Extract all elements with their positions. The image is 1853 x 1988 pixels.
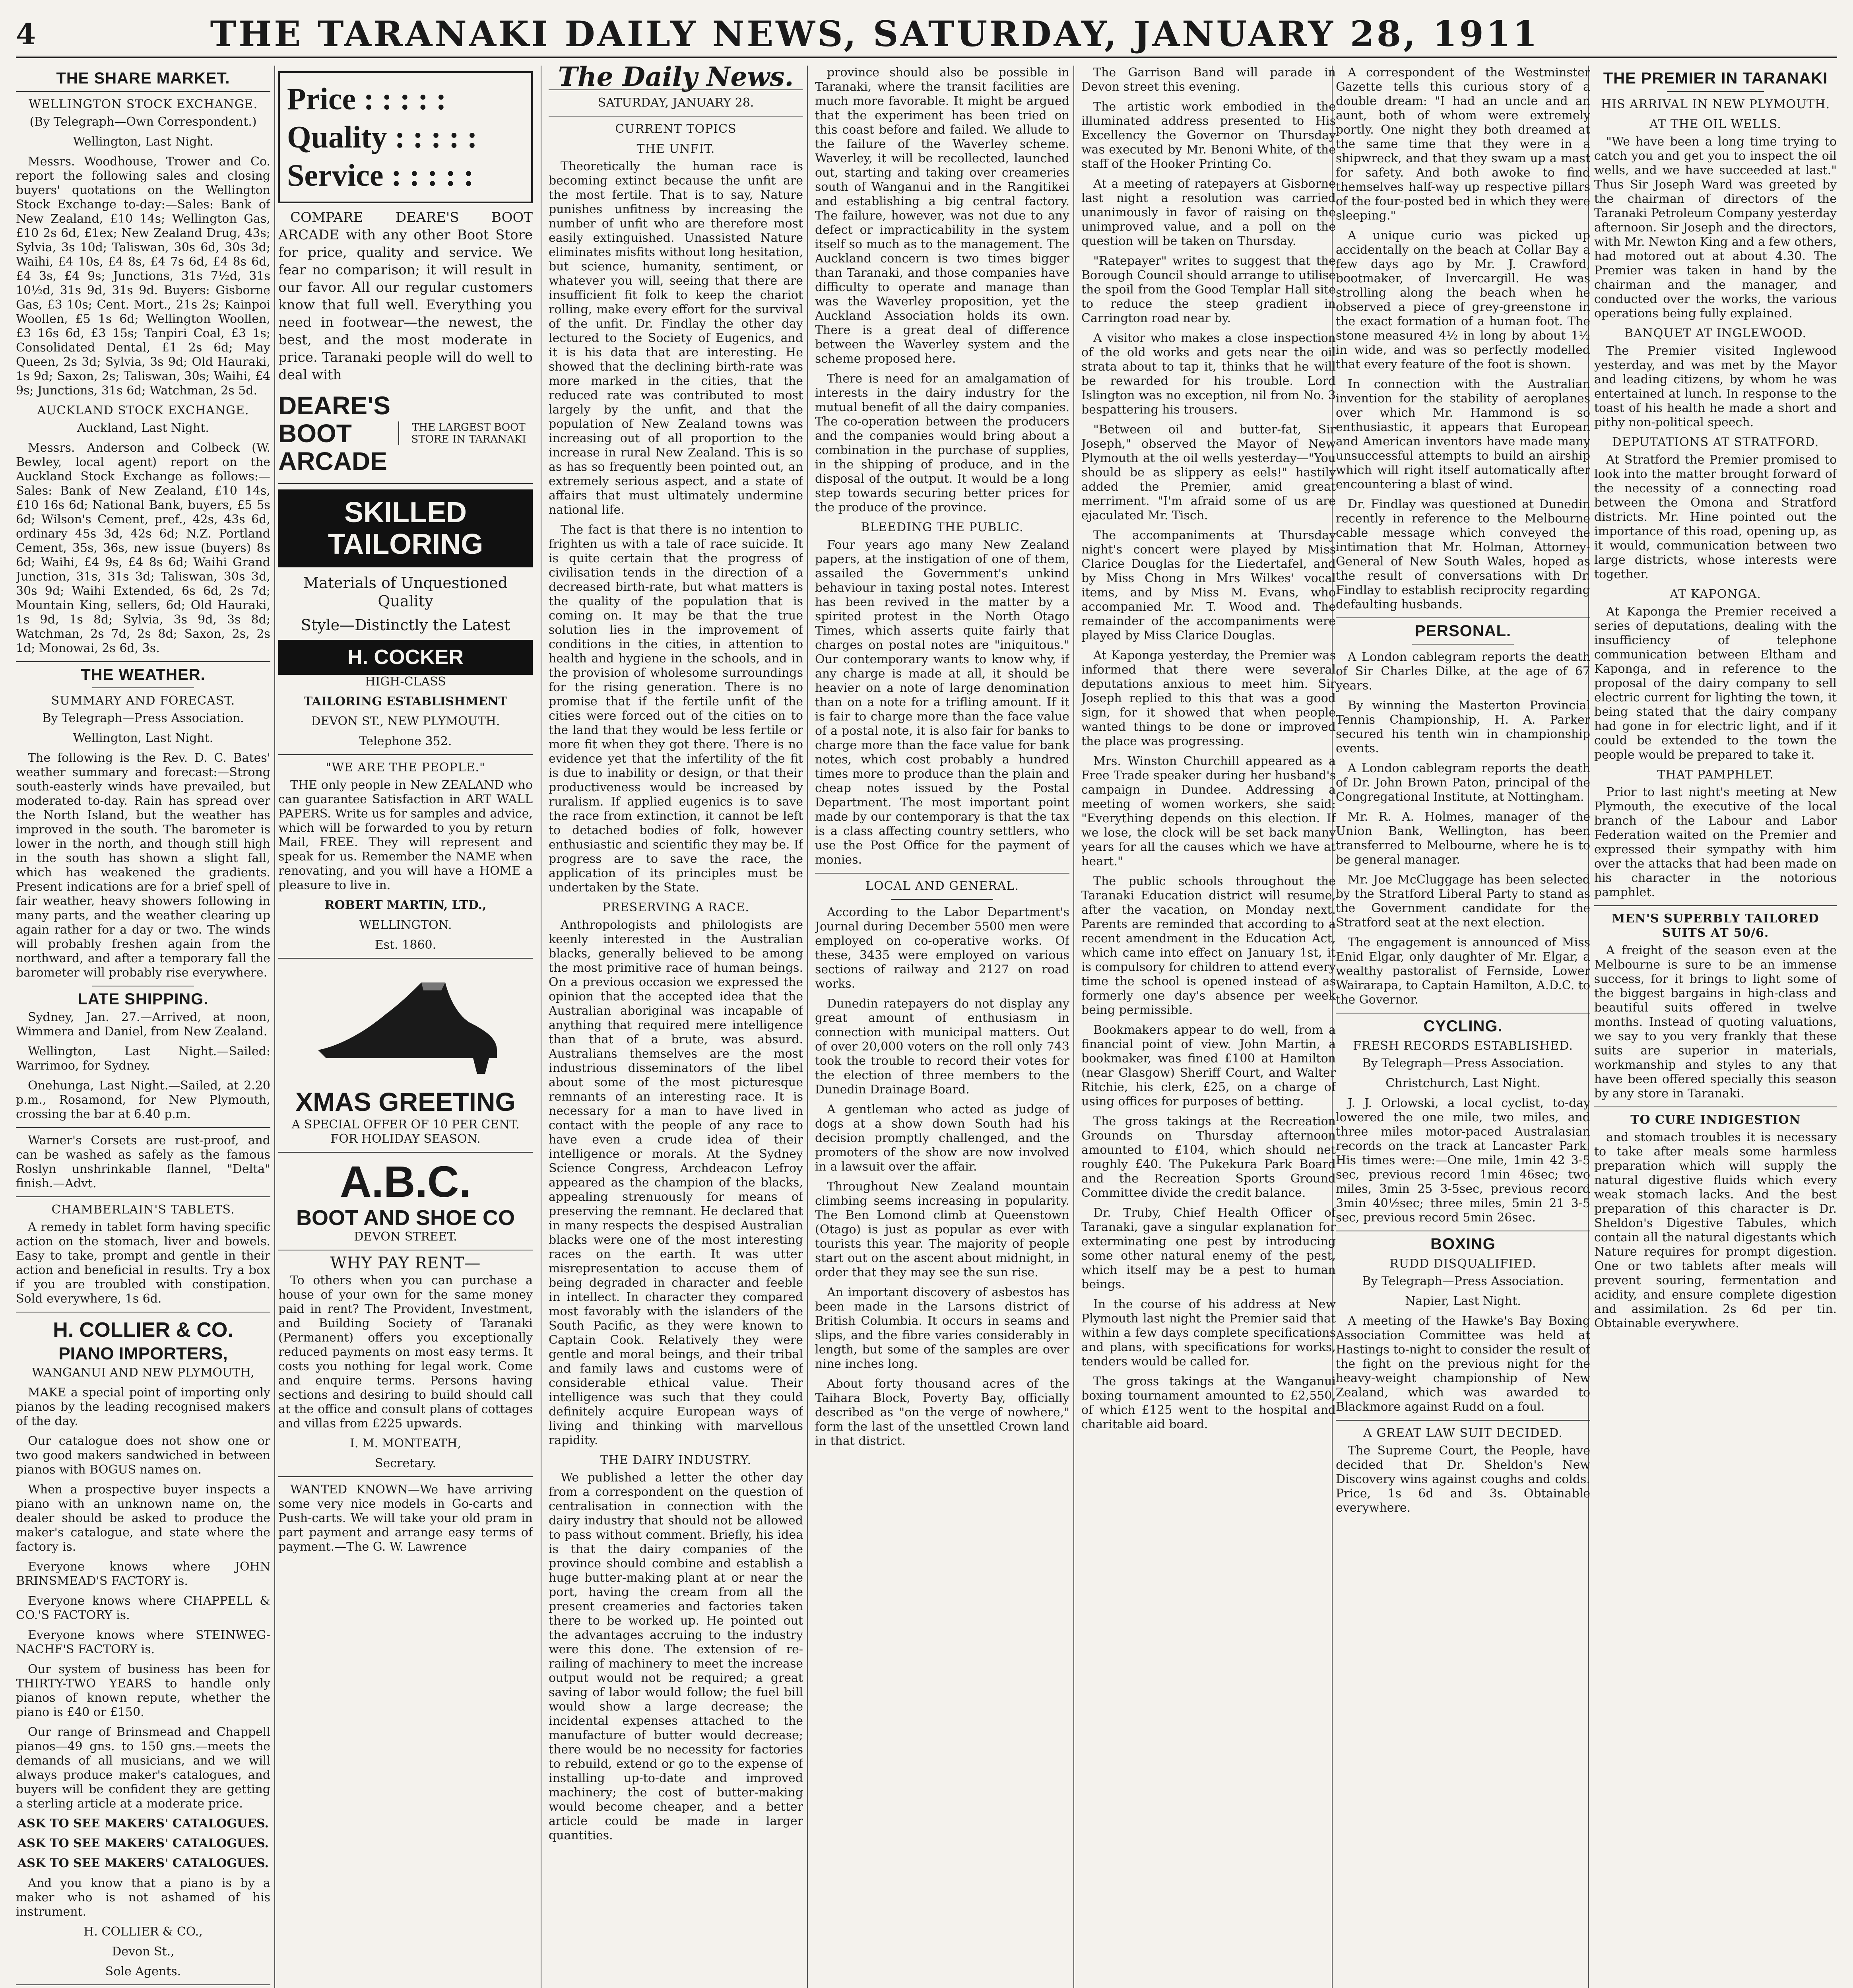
skilled-word: SKILLED bbox=[344, 497, 467, 528]
divider bbox=[891, 899, 993, 900]
divider bbox=[16, 661, 270, 662]
cocker-class: HIGH-CLASS bbox=[365, 675, 446, 689]
personal-item: A London cablegram reports the death of Dr. John Brown Paton, principal of the Congregational Institute, at Nottingham. bbox=[1336, 761, 1590, 804]
shoe-collar bbox=[421, 982, 445, 990]
boxing-heading: BOXING bbox=[1430, 1235, 1496, 1253]
divider bbox=[1336, 617, 1590, 618]
martin-established: Est. 1860. bbox=[374, 938, 437, 952]
local-item: Mrs. Winston Churchill appeared as a Free Trade speaker during her husband's campaign in Dundee. Addressing a meeting of women workers, she said: "Everything depends on this election. If we lose, the clock will be set back many years for all the causes which we have at heart." bbox=[1081, 754, 1336, 868]
pamphlet-heading: THAT PAMPHLET. bbox=[1657, 768, 1774, 782]
dateline: Wellington, Last Night. bbox=[73, 731, 213, 745]
masthead bbox=[16, 12, 1837, 58]
collier-text: MAKE a special point of importing only pianos by the leading recognised makers of the day. bbox=[16, 1386, 270, 1428]
dateline: Auckland, Last Night. bbox=[77, 421, 209, 435]
rent-heading: WHY PAY RENT— bbox=[330, 1254, 481, 1272]
unfit-heading: THE UNFIT. bbox=[636, 142, 715, 156]
column-7 bbox=[1594, 66, 1837, 1988]
xmas-offer: A SPECIAL OFFER OF 10 PER CENT. FOR HOLIDAY SEASON. bbox=[291, 1118, 520, 1146]
local-item: At a meeting of ratepayers at Gisborne last night a resolution was carried unanimously in favor of raising on the unimproved value, and a poll on the question will be taken on Thursday. bbox=[1081, 177, 1336, 248]
dateline: Wellington, Last Night. bbox=[73, 135, 213, 149]
share-market-heading: THE SHARE MARKET. bbox=[56, 70, 230, 87]
auckland-report: Messrs. Anderson and Colbeck (W. Bewley, local agent) report on the Auckland Stock Exchange as follows:—Sales: Bank of New Zealand, £10 14s, £10 16s 6d; National Bank, buyers, £5 5s 6d; Wilson's Cement, pref., 42s, 43s 6d, ordinary 45s 3d, 42s 6d; N.Z. Portland Cement, 35s, 36s, new issue (buyers) 8s 6d; Waihi, £4 9s, £4 8s 6d; Waihi Grand Junction, 31s, 31s 3d; Taliswan, 30s 3d, 30s 9d; Waihi Extended, 6s 6d, 2s 7d; Mountain King, sellers, 6d; Old Hauraki, 1s 9d, 1s 8d; Sylvia, 3s 9d, 3s 8d; Watchman, 2s 7d, 2s 8d; Saxon, 2s, 2s 1d; Monowai, 2s 6d, 3s. bbox=[16, 441, 270, 655]
byline: By Telegraph—Press Association. bbox=[1362, 1056, 1564, 1070]
collier-text: And you know that a piano is by a maker who is not ashamed of his instrument. bbox=[16, 1876, 270, 1919]
column-rule bbox=[807, 66, 808, 1988]
dateline: Christchurch, Last Night. bbox=[1385, 1076, 1541, 1090]
price-word: Price bbox=[287, 82, 356, 116]
shipping-item: Wellington, Last Night.—Sailed: Warrimoo, for Sydney. bbox=[16, 1044, 270, 1073]
bleeding-heading: BLEEDING THE PUBLIC. bbox=[861, 520, 1024, 534]
price-quality-advert bbox=[278, 71, 533, 203]
column-rule bbox=[274, 66, 275, 1988]
divider bbox=[1336, 1420, 1590, 1421]
local-item: A correspondent of the Westminster Gazette tells this curious story of a double dream: "I had an uncle and an aunt, both of whom were extremely portly. One night they both dreamed at the same time that they were in a shipwreck, and that they swam up a mast for safety. And both awoke to find themselves half-way up respective pillars of the four-posted bed in which they were sleeping." bbox=[1336, 66, 1590, 223]
local-item: Dr. Truby, Chief Health Officer of Taranaki, gave a singular explanation for exterminating one pest by introducing some other natural enemy of the pest, which itself may be a pest to human beings. bbox=[1081, 1206, 1336, 1291]
boxing-text: A meeting of the Hawke's Bay Boxing Association Committee was held at Hastings to-night to consider the result of the fight on the previous night for the heavy-weight championship of New Zealand, which was awarded to Blackmore against Rudd on a foul. bbox=[1336, 1314, 1590, 1414]
preserving-text: Anthropologists and philologists are keenly interested in the Australian blacks, generally believed to be among the most primitive race of human beings. On a previous occasion we expressed the opinion that the accepted idea that the Australian aboriginal was incapable of anything that required mere intelligence than that of a brute, was absurd. Australians themselves are the most industrious disseminators of the libel about some of the most picturesque remnants of an interesting race. It is necessary for a man to have lived in contact with the people of any race to have even a crude idea of their intelligence or morals. At the Sydney Science Congress, Archdeacon Lefroy appeared as the champion of the blacks, appealing strenuously for means of preserving the remnant. He declared that in many respects the despised Australian blacks were one of the most interesting races on the earth. It was utter misrepresentation to accuse them of being degraded in character and feeble in intellect. In character they compared most favorably with the islanders of the South Pacific, as they were known to Captain Cook. Relatively they were gentle and moral beings, and their tribal and family laws and customs were of considerable ethical value. Their intelligence was such that they could definitely acquire European ways of living and thinking with marvellous rapidity. bbox=[549, 918, 803, 1447]
local-item: At Kaponga yesterday, the Premier was informed that there were several deputations anxious to meet him. Sir Joseph replied to this that was a good sign, for it showed that when people wanted things to be done or improved the place was progressing. bbox=[1081, 648, 1336, 748]
dateline: Napier, Last Night. bbox=[1405, 1294, 1521, 1308]
shipping-item: Onehunga, Last Night.—Sailed, at 2.20 p.m., Rosamond, for New Plymouth, crossing the bar at 6.40 p.m. bbox=[16, 1079, 270, 1121]
local-item: An important discovery of asbestos has been made in the Larsons district of British Columbia. It occurs in seams and slips, and the fibre varies considerably in length, but some of the samples are over nine inches long. bbox=[815, 1285, 1069, 1371]
byline: By Telegraph—Press Association. bbox=[1362, 1274, 1564, 1288]
dairy-continued: There is need for an amalgamation of interests in the dairy industry for the mutual benefit of all the dairy companies. The co-operation between the producers and the companies would bring about a combination in the purchase of supplies, in the shipping of produce, and in the disposal of the output. It would be a long step towards securing better prices for the produce of the province. bbox=[815, 372, 1069, 514]
banquet-heading: BANQUET AT INGLEWOOD. bbox=[1624, 326, 1807, 340]
cycling-heading: CYCLING. bbox=[1423, 1017, 1503, 1035]
xmas-heading: XMAS GREETING bbox=[295, 1087, 516, 1116]
service-row bbox=[287, 156, 524, 194]
wellington-exchange-heading: WELLINGTON STOCK EXCHANGE. bbox=[28, 97, 258, 111]
local-general-heading: LOCAL AND GENERAL. bbox=[865, 879, 1019, 893]
local-item: About forty thousand acres of the Taihara Block, Poverty Bay, officially described as "on the verge of nowhere," form the last of the unsettled Crown land in that district. bbox=[815, 1377, 1069, 1448]
stratford-heading: DEPUTATIONS AT STRATFORD. bbox=[1612, 435, 1819, 449]
boxing-subheading: RUDD DISQUALIFIED. bbox=[1389, 1257, 1537, 1271]
collier-signature: Devon St., bbox=[112, 1945, 175, 1959]
divider bbox=[1412, 644, 1514, 645]
weather-summary: The following is the Rev. D. C. Bates' weather summary and forecast:—Strong south-easterly winds have prevailed, but moderated to-day. Rain has spread over the North Island, but the weather has improved in the south. The barometer is lower in the north, and though still high in the south has shown a slight fall, which has weakened the gradients. Present indications are for a brief spell of fair weather, heavy showers following in many parts, and the weather clearing up again rather for a day or two. The winds will probably freshen again from the northward, and after a temporary fall the barometer will probably rise everywhere. bbox=[16, 751, 270, 980]
oil-wells-text: "We have been a long time trying to catch you and get you to inspect the oil wells, and we have succeeded at last." Thus Sir Joseph Ward was greeted by the chairman of directors of the Taranaki Petroleum Company yesterday afternoon. Sir Joseph and the directors, with Mr. Newton King and a few others, had motored out at about 4.30. The Premier was taken in hand by the chairman and the manager, and conducted over the works, the various operations being fully explained. bbox=[1594, 135, 1837, 320]
rent-text: To others when you can purchase a house of your own for the same money paid in rent? The Provident, Investment, and Building Society of Taranaki (Permanent) offers you exceptionally reduced payments on most easy terms. It costs you nothing for legal work. Come and enquire terms. Persons having sections and desiring to build should call at the office and consult plans of cottages and villas from £225 upwards. bbox=[278, 1274, 533, 1431]
quality-row bbox=[287, 118, 524, 156]
editorial-date: SATURDAY, JANUARY 28. bbox=[598, 96, 754, 110]
divider bbox=[16, 1196, 270, 1197]
collier-ask: ASK TO SEE MAKERS' CATALOGUES. bbox=[17, 1856, 269, 1870]
dairy-heading: THE DAIRY INDUSTRY. bbox=[600, 1453, 752, 1467]
local-item: Bookmakers appear to do well, from a financial point of view. John Martin, a bookmaker, was fined £100 at Hamilton (near Glasgow) Sheriff Court, and Walter Ritchie, his clerk, £25, on a charge of using offices for purposes of betting. bbox=[1081, 1023, 1336, 1109]
quality-word: Quality bbox=[287, 120, 387, 154]
personal-item: By winning the Masterton Provincial Tennis Championship, H. A. Parker secured his tenth win in championship events. bbox=[1336, 699, 1590, 755]
divider bbox=[16, 1127, 270, 1128]
weather-heading: THE WEATHER. bbox=[81, 666, 206, 683]
divider bbox=[1594, 905, 1837, 906]
dot-leader: : : : : : bbox=[363, 82, 446, 116]
skilled-banner bbox=[278, 489, 533, 567]
divider bbox=[16, 91, 270, 92]
column-1 bbox=[16, 66, 270, 1988]
rent-signature: I. M. MONTEATH, bbox=[350, 1437, 461, 1450]
pamphlet-text: Prior to last night's meeting at New Plymouth, the executive of the local branch of the Labour and Labor Federation waited on the Premier and expressed their sympathy with him over the attacks that had been made on his character in the notorious pamphlet. bbox=[1594, 785, 1837, 899]
tablets-advert: A remedy in tablet form having specific action on the stomach, liver and bowels. Easy to take, prompt and gentle in their action and beneficial in results. Try a box if you are troubled with constipation. Sold everywhere, 1s 6d. bbox=[16, 1220, 270, 1306]
unfit-text: Theoretically the human race is becoming extinct because the unfit are the most fertile. That is to say, Nature punishes unfitness by increasing the number of unfit who are therefore most easily extinguished. Unassisted Nature eliminates misfits without long hesitation, but science, humanity, sentiment, or whatever you will, seeing that there are insufficient fit folk to keep the chariot rolling, make every effort for the survival of the unfit. Dr. Findlay the other day lectured to the Society of Eugenics, and it is his data that are interesting. He showed that the declining birth-rate was more marked in the cities, that the reduced rate was contributed to most largely by the unfit, and that the population of New Zealand towns was increasing out of all proportion to the increase in rural New Zealand. This is so as has so frequently been pointed out, an extremely serious aspect, and a state of affairs that must ultimately undermine national life. bbox=[549, 159, 803, 517]
personal-heading: PERSONAL. bbox=[1414, 622, 1512, 640]
rent-signature: Secretary. bbox=[375, 1456, 436, 1470]
personal-item: The engagement is announced of Miss Enid Elgar, only daughter of Mr. Elgar, a wealthy pastoralist of Fernside, Lower Wairarapa, to Captain Hamilton, A.D.C. to the Governor. bbox=[1336, 936, 1590, 1007]
column-3 bbox=[549, 66, 803, 1988]
local-item: The gross takings at the Recreation Grounds on Thursday afternoon amounted to £104, which should net roughly £40. The Pukekura Park Board and the Recreation Sports Ground Committee divide the credit balance. bbox=[1081, 1114, 1336, 1200]
deares-word: DEARE'S bbox=[278, 391, 390, 420]
column-4 bbox=[815, 66, 1069, 1988]
suits-text: A freight of the season even at the Melbourne is sure to be an immense success, for it brings to light some of the biggest bargains in high-class and beautiful suits offered in twelve months. Instead of quoting valuations, we say to you very frankly that these suits are superior in materials, workmanship and styles to any that have been offered specially this season by any store in Taranaki. bbox=[1594, 944, 1837, 1101]
column-2 bbox=[278, 66, 533, 1988]
abc-logo: A.B.C. bbox=[340, 1157, 471, 1206]
divider bbox=[278, 1476, 533, 1477]
dairy-continued: province should also be possible in Taranaki, where the transit facilities are much more favorable. It might be argued that the experiment has been tried on this coast before and failed. We allude to the failure of the Waverley scheme. Waverley, it will be recollected, launched out, starting and taking over creameries south of Wanganui and in the Rangitikei and establishing a big central factory. The failure, however, was not due to any defect or impracticability in the system itself so much as to the management. The Auckland concern is two times bigger than Taranaki, and those companies have difficulty to operate and manage than was the Waverley proposition, yet the Auckland Association holds its own. There is a great deal of difference between the Waverley system and the scheme proposed here. bbox=[815, 66, 1069, 366]
compare-text: COMPARE DEARE'S BOOT ARCADE with any other Boot Store for price, quality and service. We fear no comparison; it will result in our favor. All our regular customers know that full well. Everything you need in footwear—the newest, the best, and the most moderate in price. Taranaki people will do well to deal with bbox=[278, 210, 533, 383]
byline: (By Telegraph—Own Correspondent.) bbox=[29, 115, 257, 129]
abc-company: BOOT AND SHOE CO bbox=[296, 1206, 515, 1230]
service-word: Service bbox=[287, 158, 384, 192]
dot-leader: : : : : : bbox=[394, 120, 477, 154]
collier-text: When a prospective buyer inspects a piano with an unknown name on, the dealer should be asked to produce the maker's catalogue, and state where the factory is. bbox=[16, 1483, 270, 1554]
skilled-subtitle: Materials of Unquestioned Quality bbox=[303, 574, 508, 610]
kaponga-heading: AT KAPONGA. bbox=[1670, 587, 1761, 601]
local-item: "Between oil and butter-fat, Sir Joseph," observed the Mayor of New Plymouth at the oil wells yesterday—"You should be as slippery as eels!" hastily added the Premier, amid great merriment. "I'm afraid some of us are ejaculated Mr. Tisch. bbox=[1081, 423, 1336, 522]
newspaper-title: THE TARANAKI DAILY NEWS, SATURDAY, JANUARY 28, 1911 bbox=[210, 13, 1540, 54]
shoe-illustration bbox=[302, 967, 509, 1078]
cocker-establishment: TAILORING ESTABLISHMENT bbox=[303, 695, 508, 709]
collier-text: Our system of business has been for THIRTY-TWO YEARS to handle only pianos of known repute, whether the piano is £40 or £150. bbox=[16, 1662, 270, 1719]
cocker-banner bbox=[278, 640, 533, 675]
divider bbox=[815, 873, 1069, 874]
boot-word: BOOT bbox=[278, 419, 352, 448]
bleeding-text: Four years ago many New Zealand papers, at the instigation of one of them, assailed the Government's unkind behaviour in taxing postal notes. Interest has been revived in the matter by a spirited protest in the North Otago Times, which asserts quite fairly that charges on postal notes are "iniquitous." Our contemporary wants to know why, if any charge is made at all, it should be heavier on a note of large denomination than on a note for a trifling amount. If it is fair to charge more than the face value of a postal note, it is also fair for banks to charge more than the face value for bank notes, which cost probably a hundred times more to produce than the plain and cheap notes issued by the Postal Department. The most important point made by our contemporary is that the tax is a class affecting country settlers, who use the Post Office for the payment of monies. bbox=[815, 538, 1069, 867]
local-item: Dunedin ratepayers do not display any great amount of enthusiasm in connection with municipal matters. Out of over 20,000 voters on the roll only 743 took the trouble to record their votes for the election of three members to the Dunedin Drainage Board. bbox=[815, 997, 1069, 1097]
oil-wells-heading: AT THE OIL WELLS. bbox=[1649, 117, 1781, 131]
personal-item: Mr. Joe McCluggage has been selected by the Stratford Liberal Party to stand as the Government candidate for the Stratford seat at the next election. bbox=[1336, 873, 1590, 930]
collier-towns: WANGANUI AND NEW PLYMOUTH, bbox=[31, 1366, 255, 1380]
lawsuit-text: The Supreme Court, the People, have decided that Dr. Sheldon's New Discovery wins against coughs and colds. Price, 1s 6d and 3s. Obtainable everywhere. bbox=[1336, 1444, 1590, 1515]
personal-item: A London cablegram reports the death of Sir Charles Dilke, at the age of 67 years. bbox=[1336, 650, 1590, 693]
shoe-body bbox=[318, 982, 497, 1058]
current-topics-heading: CURRENT TOPICS bbox=[615, 122, 737, 136]
premier-heading: THE PREMIER IN TARANAKI bbox=[1603, 70, 1828, 87]
collier-text: Our catalogue does not show one or two good makers sandwiched in between pianos with BOGUS names on. bbox=[16, 1434, 270, 1477]
preserving-heading: PRESERVING A RACE. bbox=[602, 901, 749, 914]
kaponga-text: At Kaponga the Premier received a series of deputations, dealing with the insufficiency of telephone communication between Eltham and Kaponga, and in reference to the proposal of the dairy company to sell electric current for lighting the town, it being stated that the dairy company had gone in for electric light, and if it could be extended to the town the people would be prepared to take it. bbox=[1594, 605, 1837, 762]
local-item: "Ratepayer" writes to suggest that the Borough Council should arrange to utilise the spoil from the Good Templar Hall site to reduce the steep gradient in Carrington road near by. bbox=[1081, 254, 1336, 325]
collier-ask: ASK TO SEE MAKERS' CATALOGUES. bbox=[17, 1837, 269, 1850]
local-item: The Garrison Band will parade in Devon street this evening. bbox=[1081, 66, 1336, 94]
collier-signature: H. COLLIER & CO., bbox=[83, 1925, 203, 1939]
shoe-heel bbox=[473, 1058, 489, 1074]
daily-news-logo: The Daily News. bbox=[558, 66, 794, 92]
lawsuit-heading: A GREAT LAW SUIT DECIDED. bbox=[1363, 1426, 1563, 1440]
banquet-text: The Premier visited Inglewood yesterday, and was met by the Mayor and leading citizens, by whom he was entertained at lunch. In response to the toast of his health he made a short and pithy non-political speech. bbox=[1594, 344, 1837, 429]
column-rule bbox=[1073, 66, 1074, 1988]
local-item: A gentleman who acted as judge of dogs at a show down South had his decision promptly challenged, and the promoters of the show are now involved in a lawsuit over the affair. bbox=[815, 1103, 1069, 1174]
local-item: The public schools throughout the Taranaki Education district will resume, after the vacation, on Monday next. Parents are reminded that according to a recent amendment in the Education Act, which came into effect on January 1st, it is compulsory for children to attend every time the school is opened instead of as formerly one day's absence per week being permissible. bbox=[1081, 874, 1336, 1017]
local-item: Dr. Findlay was questioned at Dunedin recently in reference to the Melbourne cable message which conveyed the intimation that Mr. Holman, Attorney-General of New South Wales, hoped as the result of conversations with Dr. Findlay to establish reciprocity regarding defaulting husbands. bbox=[1336, 497, 1590, 612]
unfit-text: The fact is that there is no intention to frighten us with a tale of race suicide. It is quite certain that the progress of civilisation tends in the direction of a decreased birth-rate, but what matters is the quality of the population that is coming on. It may be that the true solution lies in the improvement of conditions in the cities, in attention to health and hygiene in the schools, and in the provision of wholesome surroundings for the rising generation. There is no promise that if the fertile unfit of the cities were forced out of the cities on to the land that they would be less fertile or more fit when they got there. There is no evidence yet that the infertility of the fit is due to inability or design, or that their productiveness would be increased by ruralism. If applied eugenics is to save the race from extinction, it cannot be left to detached bodies of folk, however enthusiastic and scientific they may be. If progress are to save the race, the application of its principles must be undertaken by the State. bbox=[549, 523, 803, 895]
shipping-heading: LATE SHIPPING. bbox=[78, 990, 209, 1008]
collier-text: Everyone knows where JOHN BRINSMEAD'S FACTORY is. bbox=[16, 1560, 270, 1588]
divider bbox=[278, 958, 533, 959]
shipping-item: Sydney, Jan. 27.—Arrived, at noon, Wimmera and Daniel, from New Zealand. bbox=[16, 1010, 270, 1039]
stratford-text: At Stratford the Premier promised to look into the matter brought forward of the necessity of a connecting road between the Omona and Stratford districts. Mr. Hine pointed out the importance of this road, opening up, as it would, communication between two large districts, whose interests were together. bbox=[1594, 453, 1837, 581]
collier-text: Everyone knows where CHAPPELL & CO.'S FACTORY is. bbox=[16, 1594, 270, 1622]
divider bbox=[1667, 91, 1764, 92]
corset-advert: Warner's Corsets are rust-proof, and can be washed as safely as the famous Roslyn unshrinkable flannel, "Delta" finish.—Advt. bbox=[16, 1134, 270, 1190]
cocker-telephone: Telephone 352. bbox=[359, 734, 452, 748]
local-item: A visitor who makes a close inspection of the old works and gets near the oil strata about to tap it, thinks that he will be rewarded for his trouble. Lord Islington was no exception, nil from No. 3 bespattering his trousers. bbox=[1081, 331, 1336, 417]
local-item: According to the Labor Department's Journal during December 5500 men were employed on co-operative works. Of these, 3435 were employed on various sections of railway and 2127 on road works. bbox=[815, 905, 1069, 991]
collier-ask: ASK TO SEE MAKERS' CATALOGUES. bbox=[17, 1817, 269, 1831]
wanted-text: WANTED KNOWN—We have arriving some very nice models in Go-carts and Push-carts. We will take your old pram in part payment and arrange easy terms of payment.—The G. W. Lawrence bbox=[278, 1483, 533, 1554]
page-number: 4 bbox=[16, 17, 36, 51]
auckland-exchange-heading: AUCKLAND STOCK EXCHANGE. bbox=[37, 404, 249, 417]
column-6 bbox=[1336, 66, 1590, 1988]
collier-text: Everyone knows where STEINWEG-NACHF'S FACTORY is. bbox=[16, 1628, 270, 1656]
suits-heading: MEN'S SUPERBLY TAILORED SUITS AT 50/6. bbox=[1612, 912, 1819, 940]
cocker-address: DEVON ST., NEW PLYMOUTH. bbox=[311, 714, 500, 728]
deares-logo bbox=[278, 392, 533, 475]
divider bbox=[278, 1152, 533, 1153]
price-row bbox=[287, 80, 524, 118]
people-text: THE only people in New ZEALAND who can guarantee Satisfaction in ART WALL PAPERS. Write us for samples and advice, which will be forwarded to you by return Mail, FREE. They will represent and speak for us. Remember the NAME when renovating, and you will have a HOME a pleasure to live in. bbox=[278, 778, 533, 892]
local-item: The accompaniments at Thursday night's concert were played by Miss Clarice Douglas for the Liedertafel, and by Miss Chong in Mrs Wilkes' vocal items, and by Miss M. Evans, who accompanied Mr. T. Wood and. The remainder of the accompaniments were played by Miss Clarice Douglas. bbox=[1081, 528, 1336, 643]
local-item: The gross takings at the Wanganui boxing tournament amounted to £2,550, of which £125 went to the hospital and charitable aid board. bbox=[1081, 1375, 1336, 1431]
tablets-heading: CHAMBERLAIN'S TABLETS. bbox=[51, 1203, 235, 1217]
wellington-report: Messrs. Woodhouse, Trower and Co. report the following sales and closing buyers' quotations on the Wellington Stock Exchange to-day:—Sales: Bank of New Zealand, £10 14s; Wellington Gas, £10 2s 6d, £1ex; New Zealand Drug, 43s; Sylvia, 3s 10d; Taliswan, 30s 6d, 30s 3d; Waihi, £4 10s, £4 8s, £4 7s 6d, £4 8s 6d, £4 3s, £4 9s; Junctions, 31s 7½d, 31s 10½d, 31s 9d, 31s 9d. Buyers: Gisborne Gas, £3 10s; Cent. Mort., 21s 2s; Kainpoi Woollen, £5 1s 6d; Wellington Woollen, £3 16s 6d, £3 15s; Tanpiri Coal, £3 1s; Consolidated Dental, £1 2s 6d; May Queen, 2s 3d; Sylvia, 3s 9d; Old Hauraki, 1s 9d; Saxon, 2s; Taliswan, 30s; Waihi, £4 9s; Junctions, 31s 6d; Watchman, 2s 5d. bbox=[16, 155, 270, 398]
local-item: A unique curio was picked up accidentally on the beach at Collar Bay a few days ago by Mr. J. Crawford, bootmaker, of Invercargill. He was strolling along the beach when he observed a piece of grey-greenstone in the exact formation of a human foot. The stone measured 4½ in long by about 1½ in wide, and was so perfectly modelled that every feature of the foot is shown. bbox=[1336, 229, 1590, 371]
local-item: Throughout New Zealand mountain climbing seems increasing in popularity. The Ben Lomond climb at Queenstown (Otago) is just as popular as ever with tourists this year. The majority of people start out on the ascent about midnight, in order that they may see the sun rise. bbox=[815, 1180, 1069, 1279]
local-item: In the course of his address at New Plymouth last night the Premier said that within a few days complete specifications and plans, with specifications for works, tenders would be called for. bbox=[1081, 1297, 1336, 1369]
cycling-text: J. J. Orlowski, a local cyclist, to-day lowered the one mile, two miles, and three miles motor-paced Australasian records on the track at Lancaster Park. His times were:—One mile, 1min 42 3-5 sec, previous record 1min 46sec; two miles, 3min 25 3-5sec, previous record 3min 40½sec; three miles, 5min 21 3-5 sec, previous record 5min 26sec. bbox=[1336, 1096, 1590, 1225]
byline: By Telegraph—Press Association. bbox=[42, 711, 244, 725]
collier-text: Our range of Brinsmead and Chappell pianos—49 gns. to 150 gns.—meets the demands of all musicians, and we will always produce maker's catalogues, and buyers will be confident they are getting a sterling article at a moderate price. bbox=[16, 1725, 270, 1811]
column-5 bbox=[1081, 66, 1336, 1988]
divider bbox=[16, 1984, 270, 1985]
local-item: The artistic work embodied in the illuminated address presented to His Excellency the Governor on Thursday was executed by Mr. Benoni White, of the staff of the Hooker Printing Co. bbox=[1081, 100, 1336, 171]
martin-town: WELLINGTON. bbox=[359, 918, 452, 932]
dairy-text: We published a letter the other day from a correspondent on the question of centralisation in connection with the dairy industry that should not be allowed to pass without comment. Briefly, his idea is that the dairy companies of the province should combine and establish a huge butter-making plant at or near the port, having the cream from all the present creameries and factories taken there to be worked up. He pointed out the advantages accruing to the industry were this done. The extension of re-railing of machinery to meet the increase output would not be required; a great saving of labor would follow; the fuel bill would show a large decrease; the incidental expenses attached to the manufacture of butter would decrease; there would be no necessity for factories to rebuild, extend or go to the expense of installing up-to-date and improved machinery; the cost of butter-making would become cheaper, and a better article could be made in larger quantities. bbox=[549, 1471, 803, 1842]
collier-name: H. COLLIER & CO. bbox=[53, 1318, 233, 1342]
people-heading: "WE ARE THE PEOPLE." bbox=[326, 761, 485, 775]
collier-signature: Sole Agents. bbox=[105, 1965, 181, 1978]
divider bbox=[92, 687, 194, 688]
martin-name: ROBERT MARTIN, LTD., bbox=[324, 898, 487, 912]
cycling-subheading: FRESH RECORDS ESTABLISHED. bbox=[1353, 1039, 1573, 1053]
local-item: In connection with the Australian invention for the stability of aeroplanes over which Mr. Hammond is so enthusiastic, it appears that European and American inventors have made many unsuccessful attempts to build an airship which will right itself automatically after encountering a blast of wind. bbox=[1336, 377, 1590, 491]
arcade-word: ARCADE bbox=[278, 447, 387, 476]
summary-heading: SUMMARY AND FORECAST. bbox=[51, 694, 235, 708]
dot-leader: : : : : : bbox=[391, 158, 474, 192]
indigestion-heading: TO CURE INDIGESTION bbox=[1630, 1113, 1801, 1127]
divider bbox=[278, 483, 533, 484]
premier-subheading: HIS ARRIVAL IN NEW PLYMOUTH. bbox=[1601, 97, 1830, 111]
skilled-style: Style—Distinctly the Latest bbox=[301, 616, 510, 634]
collier-subtitle: PIANO IMPORTERS, bbox=[58, 1344, 228, 1363]
abc-street: DEVON STREET. bbox=[354, 1230, 457, 1244]
tailoring-word: TAILORING bbox=[328, 528, 483, 560]
cocker-name: H. COCKER bbox=[347, 646, 464, 669]
divider bbox=[278, 754, 533, 755]
deares-tagline: THE LARGEST BOOT STORE IN TARANAKI bbox=[398, 421, 533, 445]
deares-wordmark bbox=[278, 392, 390, 475]
indigestion-text: and stomach troubles it is necessary to take after meals some harmless preparation which will supply the natural digestive fluids which every weak stomach lacks. And the best preparation of this character is Dr. Sheldon's Digestive Tabules, which contain all the natural digestants which Nature requires for prompt digestion. One or two tablets after meals will prevent souring, fermentation and acidity, and ensure complete digestion and assimilation. 2s 6d per tin. Obtainable everywhere. bbox=[1594, 1130, 1837, 1330]
personal-item: Mr. R. A. Holmes, manager of the Union Bank, Wellington, has been transferred to Melbourne, where he is to be general manager. bbox=[1336, 810, 1590, 867]
